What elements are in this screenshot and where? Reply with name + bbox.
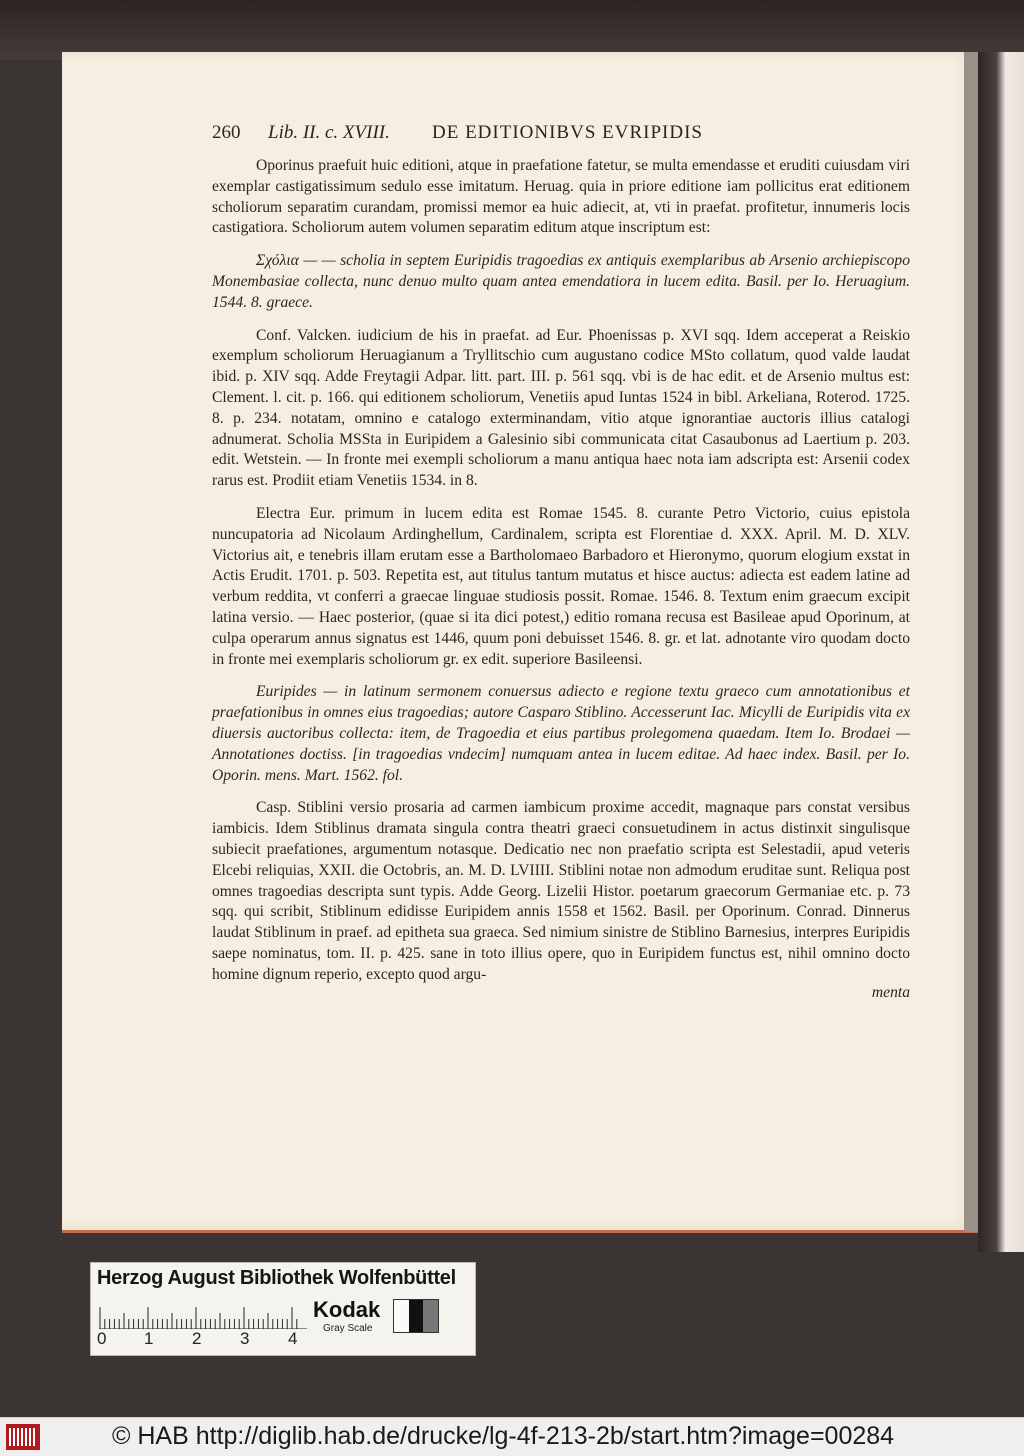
color-target	[90, 1262, 476, 1356]
footer-bar	[0, 1417, 1024, 1456]
library-name: Herzog August Bibliothek Wolfenbüttel	[97, 1267, 456, 1289]
ruler-number: 2	[192, 1329, 202, 1348]
scan-background-top	[0, 0, 1024, 60]
ruler-number: 3	[240, 1329, 250, 1348]
paragraph: Conf. Valcken. iudicium de his in praefat. ad Eur. Phoenissas p. XVI sqq. Idem acceperat a Reiskio exemplum scholiorum Heruagianum a Tryllitschio cum augustano codice MSto collatum, quod valde laudat ibid. p. XIV sqq. Adde Freytagii Adpar. litt. part. III. p. 561 sqq. vbi is de hac edit. et de Arsenio multus est: Clement. l. cit. p. 166. qui editionem scholiorum, Venetiis apud Iuntas 1524 in bibl. Arkeliana, Roterod. 1725. 8. p. 234. notatam, omnino e catalogo exterminandam, vitio atque ignorantiae auctoris illius catalogi adnumerat. Scholia MSSta in Euripidem a Galesinio sibi communicata citat Casaubonus ad Laertium p. 203. edit. Wetstein. — In fronte mei exempli scholiorum a manu antiqua haec nota iam adscripta est: Arsenii codex rarus est. Prodiit etiam Venetiis 1534. in 8.	[212, 326, 910, 490]
ruler-number: 4	[288, 1329, 298, 1348]
gray-patches	[393, 1299, 439, 1333]
paragraph: Electra Eur. primum in lucem edita est Romae 1545. 8. curante Petro Victorio, cuius epistola nuncupatoria ad Nicolaum Ardinghellum, Cardinalem, scripta est Florentiae d. XXX. April. M. D. XLV. Victorius ait, e tenebris illam erutam esse a Bartholomaeo Barbadoro et Hieronymo, quorum elogium exstat in Actis Erudit. 1701. p. 503. Repetita est, aut titulus tantum mutatus et hisce auctus: adiecta est eadem latine ad verbum reddita, vt conferri a graecae linguae studiosis possit. Romae. 1546. 8. Textum enim graecum excipit latina versio. — Haec posterior, (quae si ita dici potest,) editio romana recusa est Basileae apud Oporinum, at culpa operarum annus signatus est 1446, quum poni debuisset 1546. 8. gr. et lat. adnotante viro quodam docto in fronte mei exemplaris scholiorum gr. ex edit. superiore Basileensi.	[212, 504, 910, 668]
copyright-url[interactable]: © HAB http://diglib.hab.de/drucke/lg-4f-213-2b/start.htm?image=00284	[112, 1422, 895, 1450]
paragraph: Σχόλια — — scholia in septem Euripidis tragoedias ex antiquis exemplaribus ab Arsenio archiepiscopo Monembasiae collecta, nunc denuo multo quam antea emendatiora in lucem edita. Basil. per Io. Heruagium. 1544. 8. graece.	[212, 252, 910, 311]
running-title: DE EDITIONIBVS EVRIPIDIS	[432, 122, 703, 143]
paragraph: Euripides — in latinum sermonem conuersus adiecto e regione textu graeco cum annotationibus et praefationibus in omnes eius tragoedias; autore Casparo Stiblino. Accesserunt Iac. Micylli de Euripidis vita ex diuersis auctoribus collecta: item, de Tragoedia et eius partibus prolegomena quaedam. Item Io. Brodaei — Annotationes doctiss. [in tragoedias vndecim] numquam antea in lucem editae. Ad haec index. Basil. per Io. Oporin. mens. Mart. 1562. fol.	[212, 683, 910, 784]
ruler-number: 1	[144, 1329, 154, 1348]
ruler-scale	[99, 1299, 307, 1329]
hab-logo-icon	[6, 1424, 40, 1450]
chapter-ref: Lib. II. c. XVIII.	[268, 122, 390, 143]
kodak-logo: Kodak	[313, 1297, 381, 1322]
ruler-number: 0	[97, 1329, 107, 1348]
running-head	[212, 122, 912, 144]
paragraph: Casp. Stiblini versio prosaria ad carmen iambicum proxime accedit, magnaque pars constat versibus iambicis. Idem Stiblinus dramata singula contra theatri graeci consuetudinem in actus distinxit singulisque subiecit praefationes, argumentum notasque. Dedicatio nec non praefatio scripta est Selestadii, apud veteris Elcebi reliquias, XXII. die Octobris, an. M. D. LVIIII. Stiblini notae non admodum eruditae sunt. Reliqua post omnes tragoedias descripta sunt typis. Adde Georg. Lizelii Histor. poetarum graecorum Germaniae etc. p. 73 sqq. qui scribit, Stiblinum edidisse Euripidem annis 1558 et 1562. Basil. per Oporinum. Conrad. Dinnerus laudat Stiblinum in praef. ad epitheta sua graeca. Sed nimium sinistre de Stiblino Barnesius, interpres Euripidis saepe nominatus, tom. II. p. 425. sane in toto illius opere, quo in Euripidem functus est, nihil omnino docto homine dignum reperio, excepto quod argu-	[212, 799, 910, 983]
catchword: menta	[871, 984, 910, 1002]
page-number: 260	[212, 122, 241, 143]
paragraph: Oporinus praefuit huic editioni, atque in praefatione fatetur, se multa emendasse et eruditi cuiusdam viri exemplar castigatissimum sedulo esse imitatum. Heruag. quia in priore editione iam pollicitus erat editionem scholiorum separatim curandam, promissi memor ea huic adiecit, at, vti in praefat. profitetur, innumeris locis castigatiora. Scholiorum autem volumen separatim editum atque inscriptum est:	[212, 157, 910, 237]
body-text	[212, 156, 910, 1016]
next-page-edge	[978, 52, 1024, 1252]
gray-scale-label: Gray Scale	[323, 1323, 373, 1334]
